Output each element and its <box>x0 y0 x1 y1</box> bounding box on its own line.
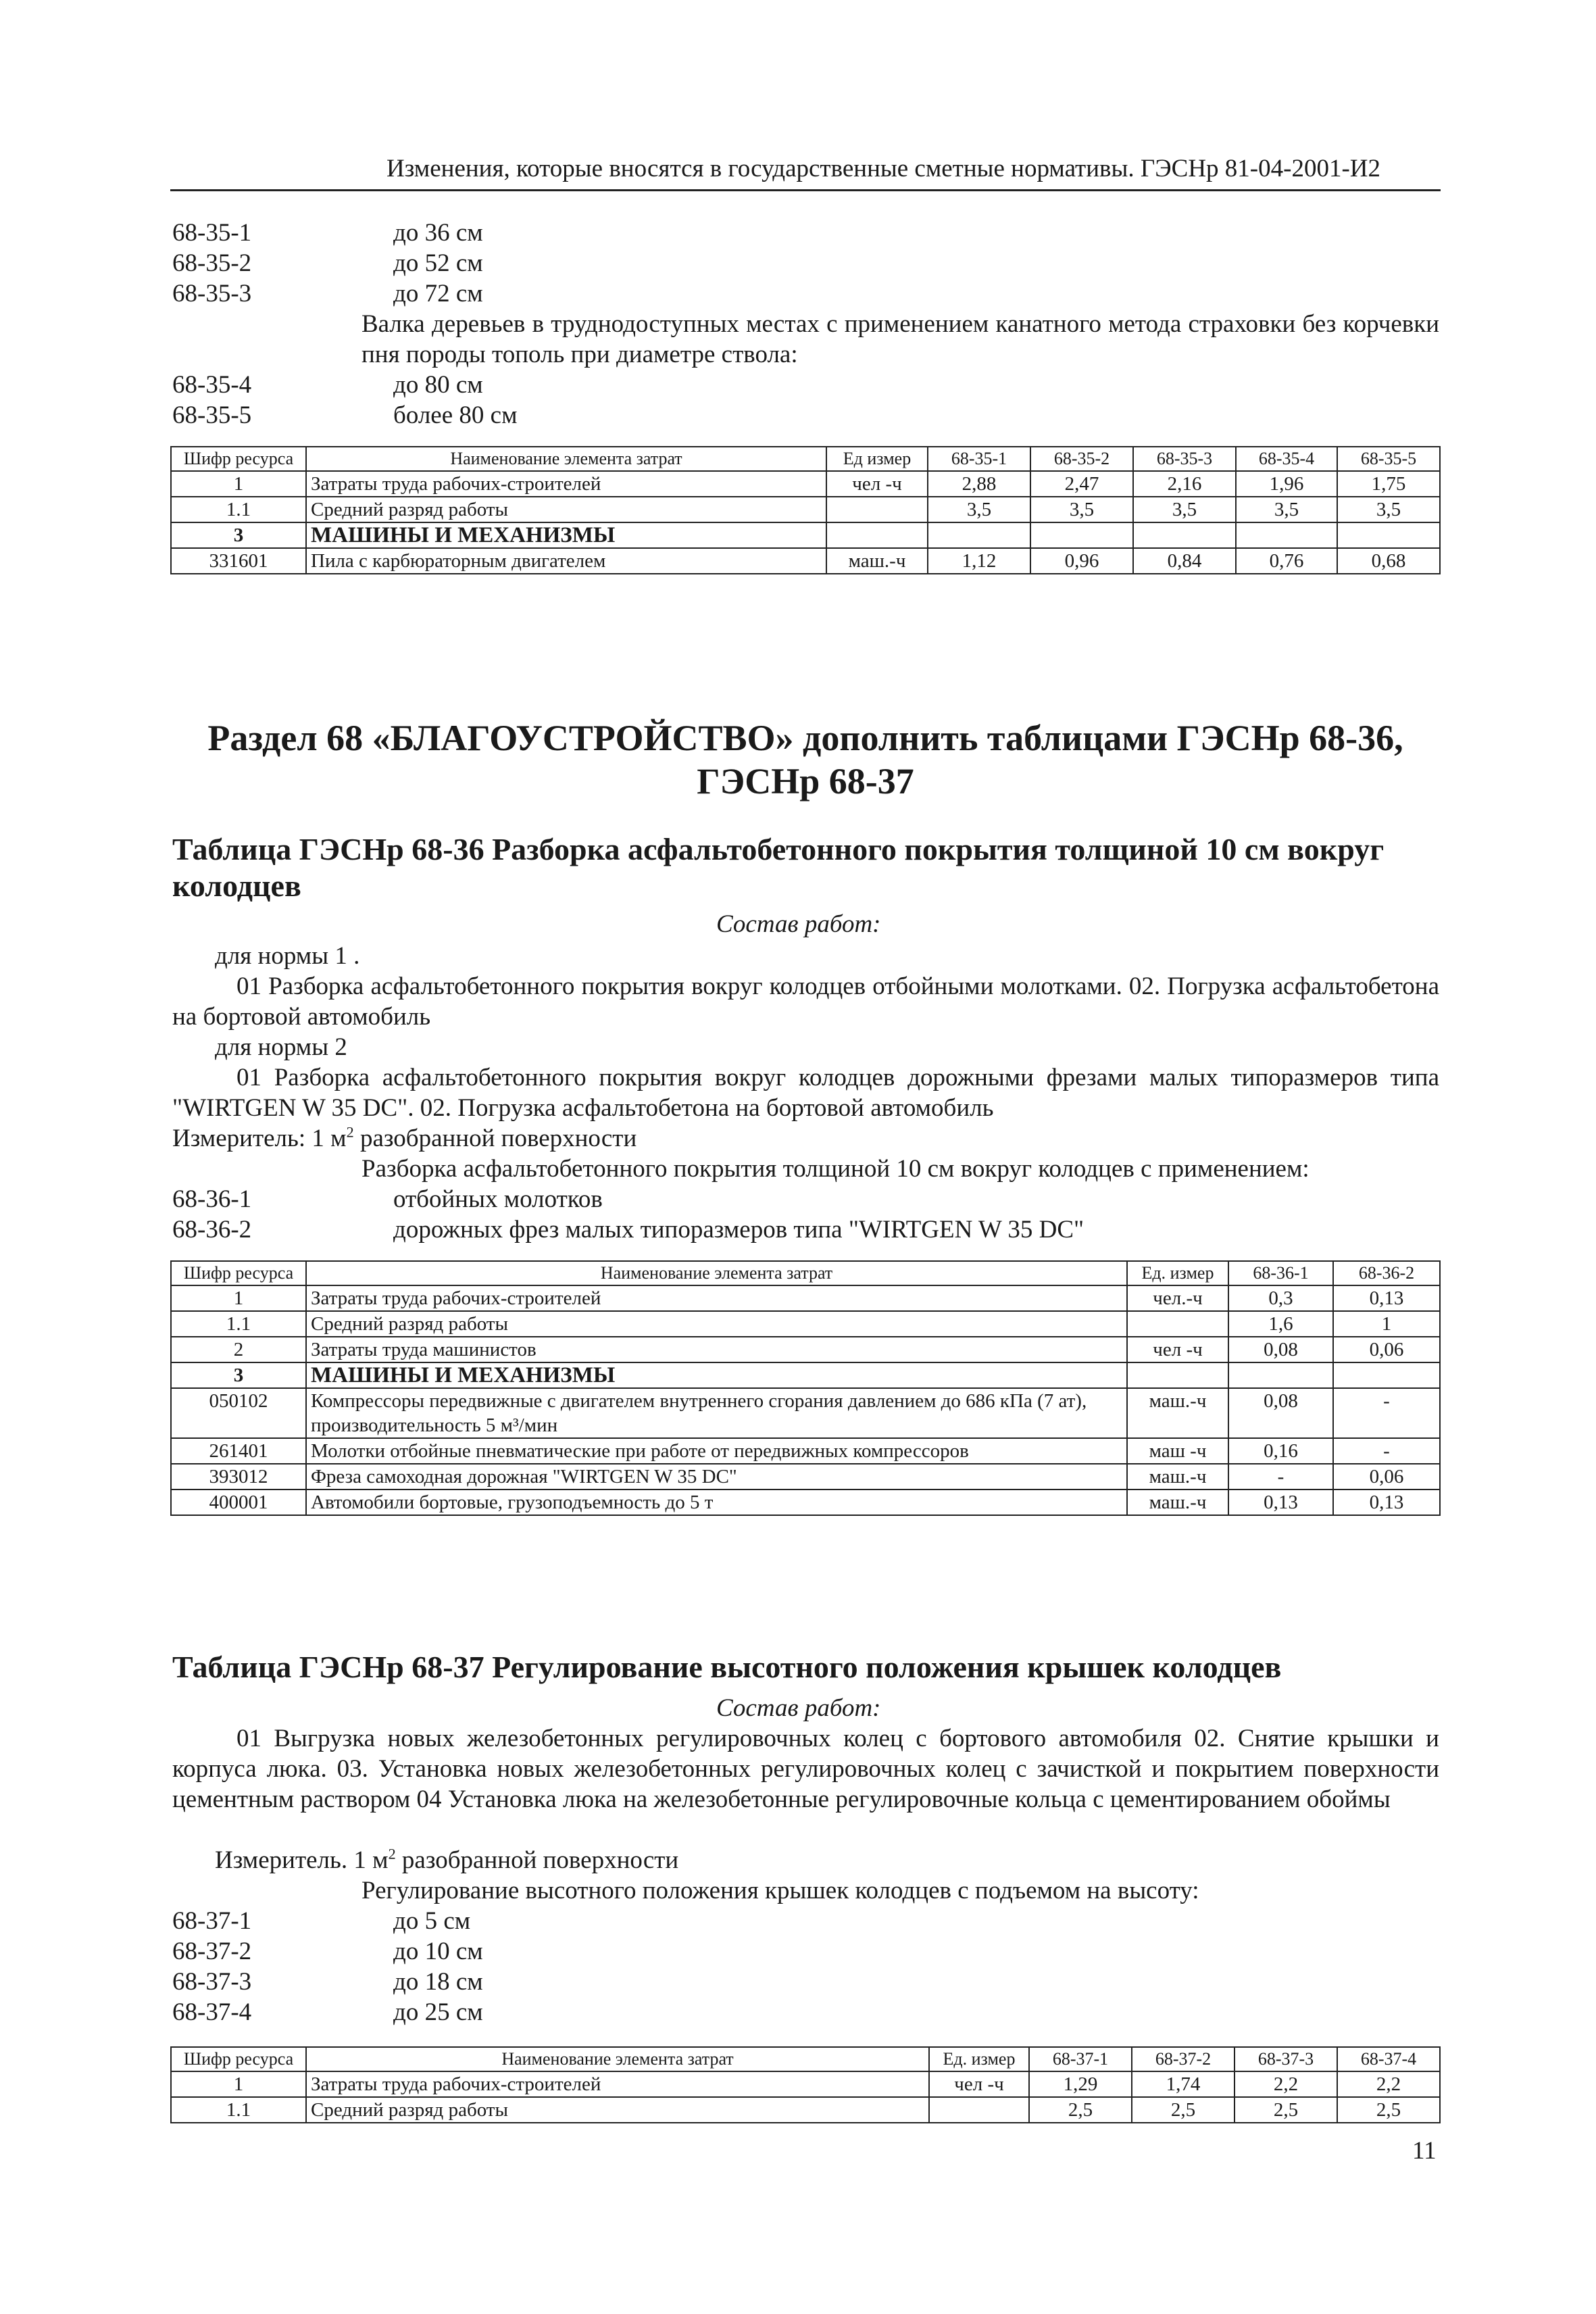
cell-name: Затраты труда рабочих-строителей <box>306 2071 929 2097</box>
t37-meter-sup: 2 <box>388 1845 396 1863</box>
col-header: 68-37-2 <box>1132 2047 1235 2071</box>
item-68-37-2: до 10 см <box>393 1938 483 1965</box>
cell-code: 050102 <box>171 1388 306 1438</box>
cell-name: Фреза самоходная дорожная "WIRTGEN W 35 DC" <box>306 1464 1127 1490</box>
cell-name: Средний разряд работы <box>306 1311 1127 1337</box>
table-row <box>171 1362 1440 1388</box>
section-title-text: Раздел 68 «БЛАГОУСТРОЙСТВО» дополнить таблицами ГЭСНр 68-36, ГЭСНр 68-37 <box>207 718 1403 802</box>
page-number: 11 <box>1412 2137 1437 2165</box>
item-68-35-3: до 72 см <box>393 280 483 307</box>
cell-value: 2,16 <box>1133 471 1236 497</box>
cell-unit <box>1127 1311 1228 1337</box>
top-intro: Валка деревьев в труднодоступных местах с применением канатного метода страховки без корчевки пня породы тополь при диаметре ствола: <box>361 310 1439 368</box>
t36-intro: Разборка асфальтобетонного покрытия толщиной 10 см вокруг колодцев с применением: <box>361 1155 1310 1183</box>
code-68-37-1: 68-37-1 <box>172 1907 252 1935</box>
cell-code: 1 <box>171 1285 306 1311</box>
table-row <box>171 497 1440 522</box>
cell-code: 331601 <box>171 548 306 574</box>
cell-value: - <box>1228 1464 1333 1490</box>
cell-name: Затраты труда рабочих-строителей <box>306 471 826 497</box>
cell-value: 0,68 <box>1337 548 1440 574</box>
running-header: Изменения, которые вносятся в государственные сметные нормативы. ГЭСНр 81-04-2001-И2 <box>386 155 1380 182</box>
header-rule <box>170 189 1441 191</box>
cell-value: 0,13 <box>1333 1285 1440 1311</box>
cell-name: Молотки отбойные пневматические при работе от передвижных компрессоров <box>306 1438 1127 1464</box>
table-row <box>171 2097 1440 2123</box>
cell-value: 2,5 <box>1132 2097 1235 2123</box>
cell-unit: чел -ч <box>826 471 928 497</box>
code-68-35-5: 68-35-5 <box>172 401 252 429</box>
t36-norm1-label: для нормы 1 . <box>215 942 360 970</box>
table-row <box>171 2071 1440 2097</box>
col-header: Шифр ресурса <box>171 1261 306 1285</box>
cell-value: 0,76 <box>1236 548 1337 574</box>
cell-code: 1.1 <box>171 2097 306 2123</box>
cell-value: 3,5 <box>1337 497 1440 522</box>
item-68-37-3: до 18 см <box>393 1968 483 1996</box>
code-68-35-3: 68-35-3 <box>172 280 252 307</box>
cell-code: 1.1 <box>171 1311 306 1337</box>
col-header: 68-36-2 <box>1333 1261 1440 1285</box>
item-68-35-2: до 52 см <box>393 249 483 277</box>
table-row <box>171 1285 1440 1311</box>
col-header: Ед. измер <box>929 2047 1029 2071</box>
t36-title <box>172 831 1443 904</box>
cell-name: МАШИНЫ И МЕХАНИЗМЫ <box>306 522 826 548</box>
cell-name: Компрессоры передвижные с двигателем внутреннего сгорания давлением до 686 кПа (7 ат), производительность 5 м³/мин <box>306 1388 1127 1438</box>
cell-unit: маш.-ч <box>826 548 928 574</box>
col-header: 68-37-1 <box>1029 2047 1132 2071</box>
table-header-row <box>171 1261 1440 1285</box>
cell-value: 1,75 <box>1337 471 1440 497</box>
cell-value: 1,74 <box>1132 2071 1235 2097</box>
col-header: 68-35-5 <box>1337 447 1440 471</box>
cell-value: 0,13 <box>1333 1490 1440 1515</box>
cell-code: 3 <box>171 1362 306 1388</box>
code-68-37-4: 68-37-4 <box>172 1998 252 2026</box>
cell-unit <box>826 522 928 548</box>
cell-value: 1,6 <box>1228 1311 1333 1337</box>
t37-meter-value: 1 м <box>353 1846 389 1874</box>
cell-name: Средний разряд работы <box>306 2097 929 2123</box>
table-row <box>171 471 1440 497</box>
item-68-35-5: более 80 см <box>393 401 518 429</box>
item-68-35-1: до 36 см <box>393 219 483 247</box>
cell-value <box>928 522 1030 548</box>
cell-unit: чел.-ч <box>1127 1285 1228 1311</box>
cell-unit <box>929 2097 1029 2123</box>
item-68-35-4: до 80 см <box>393 371 483 399</box>
cell-code: 2 <box>171 1337 306 1362</box>
cell-value: - <box>1333 1438 1440 1464</box>
t37-text: 01 Выгрузка новых железобетонных регулировочных колец с бортового автомобиля 02. Снятие крышки и корпуса люка. 03. Установка новых железобетонных регулировочных колец с зачисткой и покрытием поверхности цементным раствором 04 Установка люка на железобетонные регулировочные кольца с цементированием обоймы <box>172 1725 1439 1813</box>
table-row <box>171 1337 1440 1362</box>
cell-value: 2,2 <box>1337 2071 1440 2097</box>
cell-unit <box>1127 1362 1228 1388</box>
cell-value: 3,5 <box>1030 497 1133 522</box>
table-row <box>171 548 1440 574</box>
cell-value: 1,12 <box>928 548 1030 574</box>
t36-norm1-text: 01 Разборка асфальтобетонного покрытия вокруг колодцев отбойными молотками. 02. Погрузка асфальтобетона на бортовой автомобиль <box>172 973 1439 1031</box>
table-68-37 <box>170 2046 1441 2123</box>
cell-value <box>1133 522 1236 548</box>
cell-unit: маш.-ч <box>1127 1464 1228 1490</box>
cell-value: 1 <box>1333 1311 1440 1337</box>
cell-code: 1.1 <box>171 497 306 522</box>
table-row <box>171 1464 1440 1490</box>
cell-name: МАШИНЫ И МЕХАНИЗМЫ <box>306 1362 1127 1388</box>
t37-meter-rest: разобранной поверхности <box>401 1846 679 1874</box>
code-68-35-4: 68-35-4 <box>172 371 252 399</box>
t36-norm2-text: 01 Разборка асфальтобетонного покрытия вокруг колодцев дорожными фрезами малых типоразмеров типа "WIRTGEN W 35 DC". 02. Погрузка асфальтобетона на бортовой автомобиль <box>172 1064 1439 1122</box>
table-68-35 <box>170 446 1441 574</box>
cell-value: 2,5 <box>1029 2097 1132 2123</box>
code-68-36-2: 68-36-2 <box>172 1216 252 1244</box>
t36-title-text: Таблица ГЭСНр 68-36 Разборка асфальтобетонного покрытия толщиной 10 см вокруг колодцев <box>172 832 1385 903</box>
t36-meter-rest: разобранной поверхности <box>359 1125 637 1152</box>
t36-norm2-label: для нормы 2 <box>215 1033 347 1061</box>
table-row <box>171 1490 1440 1515</box>
cell-value: 2,5 <box>1337 2097 1440 2123</box>
cell-unit: маш.-ч <box>1127 1388 1228 1438</box>
cell-value: 0,96 <box>1030 548 1133 574</box>
col-header: Ед. измер <box>1127 1261 1228 1285</box>
t37-intro: Регулирование высотного положения крышек колодцев с подъемом на высоту: <box>361 1877 1199 1904</box>
item-68-37-1: до 5 см <box>393 1907 471 1935</box>
table-row <box>171 1311 1440 1337</box>
cell-value: 0,13 <box>1228 1490 1333 1515</box>
table-row <box>171 1438 1440 1464</box>
col-header: 68-37-3 <box>1235 2047 1337 2071</box>
t36-sostav: Состав работ: <box>716 910 881 938</box>
t36-meter-value: 1 м <box>311 1125 347 1152</box>
cell-value: 0,06 <box>1333 1337 1440 1362</box>
cell-unit: маш -ч <box>1127 1438 1228 1464</box>
t37-sostav: Состав работ: <box>716 1694 881 1722</box>
cell-unit: маш.-ч <box>1127 1490 1228 1515</box>
code-68-37-3: 68-37-3 <box>172 1968 252 1996</box>
code-68-35-1: 68-35-1 <box>172 219 252 247</box>
code-68-36-1: 68-36-1 <box>172 1185 252 1213</box>
cell-code: 400001 <box>171 1490 306 1515</box>
cell-value <box>1236 522 1337 548</box>
col-header: Наименование элемента затрат <box>306 447 826 471</box>
col-header: Наименование элемента затрат <box>306 1261 1127 1285</box>
cell-value <box>1030 522 1133 548</box>
cell-value: 0,08 <box>1228 1388 1333 1438</box>
table-row <box>171 1388 1440 1438</box>
cell-unit: чел -ч <box>929 2071 1029 2097</box>
cell-value <box>1228 1362 1333 1388</box>
t37-title: Таблица ГЭСНр 68-37 Регулирование высотного положения крышек колодцев <box>172 1650 1282 1684</box>
cell-code: 1 <box>171 2071 306 2097</box>
cell-code: 1 <box>171 471 306 497</box>
cell-name: Пила с карбюраторным двигателем <box>306 548 826 574</box>
cell-unit <box>826 497 928 522</box>
code-68-35-2: 68-35-2 <box>172 249 252 277</box>
item-68-37-4: до 25 см <box>393 1998 483 2026</box>
cell-value: 1,96 <box>1236 471 1337 497</box>
cell-value: 1,29 <box>1029 2071 1132 2097</box>
table-68-36 <box>170 1260 1441 1516</box>
cell-value <box>1333 1362 1440 1388</box>
cell-code: 393012 <box>171 1464 306 1490</box>
t36-meter-label: Измеритель: <box>172 1125 306 1152</box>
cell-code: 3 <box>171 522 306 548</box>
cell-name: Автомобили бортовые, грузоподъемность до 5 т <box>306 1490 1127 1515</box>
cell-value: 3,5 <box>1133 497 1236 522</box>
col-header: Шифр ресурса <box>171 2047 306 2071</box>
table-header-row <box>171 447 1440 471</box>
cell-value <box>1337 522 1440 548</box>
cell-value: 2,2 <box>1235 2071 1337 2097</box>
col-header: 68-35-2 <box>1030 447 1133 471</box>
cell-value: 2,5 <box>1235 2097 1337 2123</box>
item-68-36-2: дорожных фрез малых типоразмеров типа "WIRTGEN W 35 DC" <box>393 1216 1084 1244</box>
col-header: 68-35-3 <box>1133 447 1236 471</box>
cell-value: - <box>1333 1388 1440 1438</box>
cell-value: 0,06 <box>1333 1464 1440 1490</box>
t37-meter <box>215 1845 678 1875</box>
cell-value: 0,08 <box>1228 1337 1333 1362</box>
cell-name: Затраты труда машинистов <box>306 1337 1127 1362</box>
cell-value: 3,5 <box>928 497 1030 522</box>
t37-meter-label: Измеритель. <box>215 1846 348 1874</box>
t36-meter <box>172 1123 637 1154</box>
col-header: 68-35-4 <box>1236 447 1337 471</box>
cell-value: 0,16 <box>1228 1438 1333 1464</box>
cell-value: 3,5 <box>1236 497 1337 522</box>
col-header: Ед измер <box>826 447 928 471</box>
cell-value: 0,3 <box>1228 1285 1333 1311</box>
cell-value: 0,84 <box>1133 548 1236 574</box>
col-header: 68-35-1 <box>928 447 1030 471</box>
col-header: Наименование элемента затрат <box>306 2047 929 2071</box>
section-title <box>170 716 1441 803</box>
cell-name: Средний разряд работы <box>306 497 826 522</box>
item-68-36-1: отбойных молотков <box>393 1185 603 1213</box>
table-header-row <box>171 2047 1440 2071</box>
table-row <box>171 522 1440 548</box>
col-header: 68-36-1 <box>1228 1261 1333 1285</box>
cell-code: 261401 <box>171 1438 306 1464</box>
t36-meter-sup: 2 <box>346 1123 354 1141</box>
code-68-37-2: 68-37-2 <box>172 1938 252 1965</box>
cell-value: 2,88 <box>928 471 1030 497</box>
col-header: Шифр ресурса <box>171 447 306 471</box>
cell-value: 2,47 <box>1030 471 1133 497</box>
cell-name: Затраты труда рабочих-строителей <box>306 1285 1127 1311</box>
cell-unit: чел -ч <box>1127 1337 1228 1362</box>
col-header: 68-37-4 <box>1337 2047 1440 2071</box>
